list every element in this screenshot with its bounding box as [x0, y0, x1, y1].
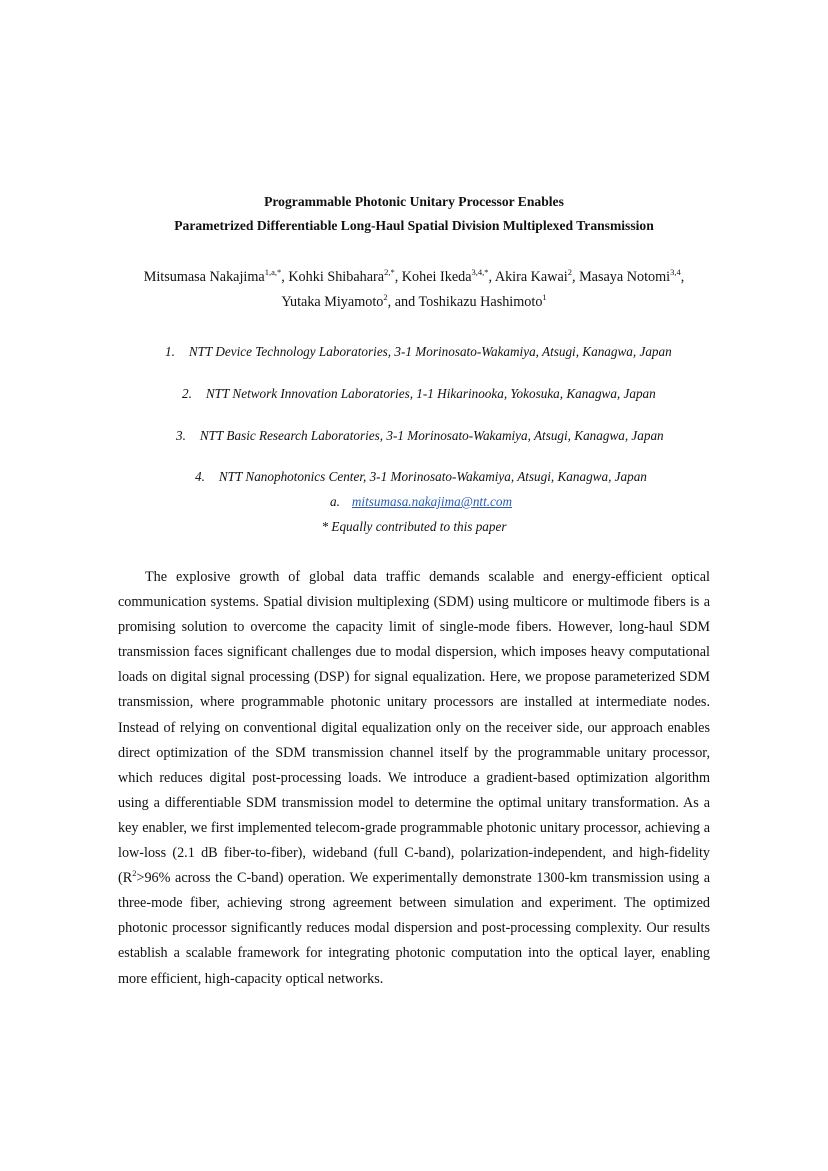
- abstract-superscript: 2: [132, 868, 137, 879]
- affiliation-2: [182, 384, 656, 404]
- author-affiliation-marker: 3,4,*: [471, 267, 489, 277]
- affiliation-number: 3.: [176, 428, 186, 443]
- corresponding-email: [330, 492, 512, 512]
- affiliation-number: 1.: [165, 344, 175, 359]
- author-name: Akira Kawai: [494, 269, 568, 285]
- paper-title-line-1: Programmable Photonic Unitary Processor Enables: [264, 194, 564, 209]
- abstract-text-part-1: The explosive growth of global data traffic demands scalable and energy-efficient optical communication systems. Spatial division multiplexing (SDM) using multicore or multimode fibers is a promising solution to overcome the capacity limit of single-mode fibers. However, long-haul SDM transmission faces significant challenges due to modal dispersion, which imposes heavy computational loads on digital signal processing (DSP) for signal equalization. Here, we propose parameterized SDM transmission, where programmable photonic unitary processors are installed at intermediate nodes. Instead of relying on conventional digital equalization only on the receiver side, our approach enables direct optimization of the SDM transmission channel itself by the programmable unitary processor, which reduces digital post-processing loads. We introduce a gradient-based optimization algorithm using a differentiable SDM transmission model to determine the optimal unitary transformation. As a key enabler, we first implemented telecom-grade programmable photonic unitary processor, achieving a low-loss (2.1 dB fiber-to-fiber), wideband (full C-band), polarization-independent, and high-fidelity (R: [118, 569, 710, 887]
- abstract-text-part-2: >96% across the C-band) operation. We experimentally demonstrate 1300-km transmission using a three-mode fiber, achieving strong agreement between simulation and experiment. The optimized photonic processor significantly reduces modal dispersion and post-processing complexity. Our results establish a scalable framework for integrating photonic computation into the optical layer, enabling more efficient, high-capacity optical networks.: [118, 870, 710, 987]
- affiliation-text: NTT Nanophotonics Center, 3-1 Morinosato-Wakamiya, Atsugi, Kanagwa, Japan: [218, 469, 647, 484]
- affiliation-number: 2.: [182, 386, 192, 401]
- affiliation-3: [176, 426, 664, 446]
- author-affiliation-marker: 1,a,*: [264, 267, 282, 277]
- affiliation-number: 4.: [195, 469, 205, 484]
- author-name: Masaya Notomi: [579, 269, 671, 285]
- author-name: Mitsumasa Nakajima: [143, 269, 265, 285]
- abstract-paragraph: [118, 565, 710, 992]
- author-affiliation-marker: 2,*: [384, 267, 395, 277]
- author-affiliation-marker: 2: [383, 292, 388, 302]
- author-name: Toshikazu Hashimoto: [418, 294, 543, 310]
- author-connective: , and: [387, 294, 419, 310]
- author-affiliation-marker: 1: [542, 292, 547, 302]
- email-link[interactable]: mitsumasa.nakajima@ntt.com: [351, 494, 513, 509]
- affiliation-text: NTT Basic Research Laboratories, 3-1 Morinosato-Wakamiya, Atsugi, Kanagwa, Japan: [199, 428, 664, 443]
- author-list-line-2: [0, 289, 828, 315]
- email-marker: a.: [330, 494, 340, 509]
- affiliation-1: [165, 342, 672, 362]
- paper-title-line-2: Parametrized Differentiable Long-Haul Spatial Division Multiplexed Transmission: [174, 218, 654, 233]
- affiliation-4: [195, 467, 647, 487]
- equal-contribution-note: * Equally contributed to this paper: [321, 519, 507, 534]
- author-list-line-1: Mitsumasa Nakajima$^{1,a,*}$, Kohki Shibahara$^{2,*}$, Kohei Ikeda$^{3,4,*}$, Akira Kawai$^2$, Masaya Notomi$^{3,4}$,: [143, 267, 685, 285]
- author-name: Yutaka Miyamoto: [281, 294, 384, 310]
- author-name: Kohki Shibahara: [288, 269, 385, 285]
- affiliation-text: NTT Device Technology Laboratories, 3-1 Morinosato-Wakamiya, Atsugi, Kanagwa, Japan: [188, 344, 672, 359]
- author-affiliation-marker: 3,4: [670, 267, 681, 277]
- author-name: Kohei Ikeda: [401, 269, 472, 285]
- affiliation-text: NTT Network Innovation Laboratories, 1-1 Hikarinooka, Yokosuka, Kanagwa, Japan: [205, 386, 656, 401]
- author-affiliation-marker: 2: [567, 267, 572, 277]
